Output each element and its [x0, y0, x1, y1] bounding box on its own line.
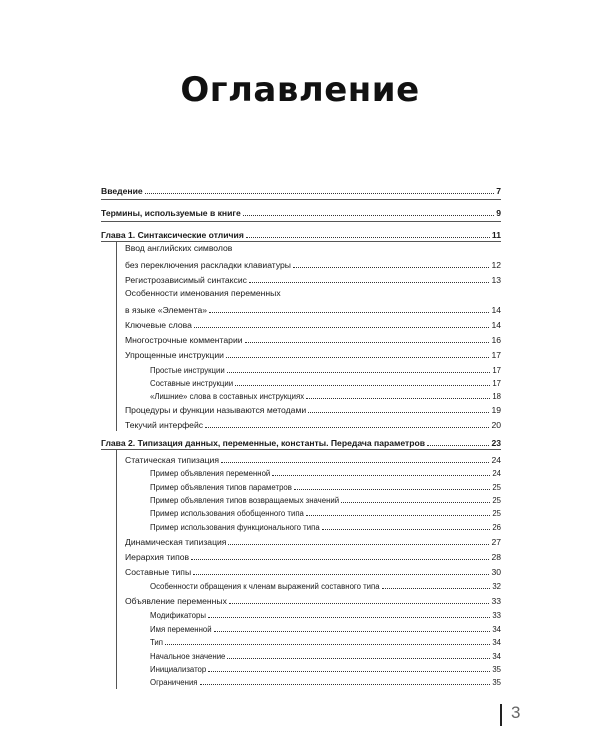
toc-entry-label: Регистрозависимый синтаксис	[125, 275, 247, 285]
dot-leader	[200, 684, 491, 685]
toc-entry-label: Термины, используемые в книге	[101, 208, 241, 218]
dot-leader	[322, 529, 491, 530]
toc-entry-label: Пример использования функционального типа	[150, 523, 320, 532]
page-title: Оглавление	[180, 70, 420, 110]
vertical-rule	[116, 449, 117, 689]
toc-subsection[interactable]	[150, 494, 501, 505]
page-number: 3	[511, 703, 521, 722]
toc-entry-label: Составные инструкции	[150, 379, 234, 388]
toc-entry-page: 20	[491, 420, 501, 430]
dot-leader	[209, 312, 489, 313]
toc-entry-page: 35	[492, 678, 501, 687]
toc-section[interactable]	[125, 273, 501, 285]
toc-entry-label: «Лишние» слова в составных инструкциях	[150, 392, 305, 401]
toc-section[interactable]	[125, 318, 501, 330]
dot-leader	[306, 398, 490, 399]
toc-subsection[interactable]	[150, 636, 501, 647]
toc-entry-first-line: Ввод английских символов	[125, 243, 233, 253]
toc-subsection[interactable]	[150, 364, 501, 375]
toc-entry-label: Объявление переменных	[125, 596, 227, 606]
toc-entry-page: 14	[491, 320, 501, 330]
toc-entry-label: Ограничения	[150, 678, 198, 687]
horizontal-rule	[101, 199, 501, 200]
toc-subsection[interactable]	[150, 467, 501, 478]
dot-leader	[221, 462, 489, 463]
toc-entry-page: 11	[491, 230, 501, 240]
toc-entry-page: 17	[492, 379, 501, 388]
toc-entry-label: Инициализатор	[150, 665, 207, 674]
toc-subsection[interactable]	[150, 609, 501, 620]
toc-entry-label: в языке «Элемента»	[125, 305, 208, 315]
toc-entry-label: Иерархия типов	[125, 552, 190, 562]
dot-leader	[246, 237, 490, 238]
dot-leader	[293, 267, 489, 268]
toc-entry-label: Пример объявления типов параметров	[150, 483, 292, 492]
toc-entry-page: 17	[491, 350, 501, 360]
toc-entry-page: 7	[496, 186, 501, 196]
page-number-divider	[500, 704, 502, 726]
toc-subsection[interactable]	[150, 623, 501, 634]
toc-entry-page: 34	[492, 652, 501, 661]
toc-entry-page: 28	[491, 552, 501, 562]
toc-entry-label: Пример объявления переменной	[150, 469, 271, 478]
dot-leader	[341, 502, 490, 503]
toc-entry-page: 25	[492, 483, 501, 492]
dot-leader	[165, 644, 490, 645]
toc-section[interactable]	[125, 403, 501, 415]
toc-entry-page: 17	[492, 366, 501, 375]
toc-entry-label: Глава 1. Синтаксические отличия	[101, 230, 244, 240]
dot-leader	[308, 412, 489, 413]
toc-entry-page: 12	[491, 260, 501, 270]
dot-leader	[235, 385, 490, 386]
toc-section[interactable]	[125, 535, 501, 547]
toc-section[interactable]	[125, 453, 501, 465]
toc-section[interactable]	[125, 550, 501, 562]
toc-entry-first-line: Особенности именования переменных	[125, 288, 281, 298]
dot-leader	[145, 193, 495, 194]
dot-leader	[191, 559, 489, 560]
toc-entry-page: 35	[492, 665, 501, 674]
horizontal-rule	[101, 221, 501, 222]
toc-entry-page: 25	[492, 496, 501, 505]
toc-entry-page: 33	[491, 596, 501, 606]
dot-leader	[227, 658, 490, 659]
horizontal-rule	[101, 241, 501, 242]
toc-subsection[interactable]	[150, 663, 501, 674]
dot-leader	[205, 427, 489, 428]
toc-subsection[interactable]	[150, 390, 501, 401]
dot-leader	[208, 671, 490, 672]
toc-subsection[interactable]	[150, 507, 501, 518]
dot-leader	[208, 617, 490, 618]
dot-leader	[249, 282, 490, 283]
dot-leader	[229, 603, 490, 604]
toc-chapter[interactable]	[101, 206, 501, 218]
dot-leader	[214, 631, 491, 632]
toc-chapter[interactable]	[101, 436, 501, 448]
toc-entry-label: без переключения раскладки клавиатуры	[125, 260, 291, 270]
dot-leader	[228, 544, 489, 545]
toc-entry-label: Многострочные комментарии	[125, 335, 243, 345]
dot-leader	[245, 342, 490, 343]
toc-entry-label: Особенности обращения к членам выражений составного типа	[150, 582, 380, 591]
dot-leader	[294, 489, 490, 490]
toc-section[interactable]	[125, 565, 501, 577]
toc-entry-label: Статическая типизация	[125, 455, 219, 465]
toc-section[interactable]	[125, 594, 501, 606]
toc-section[interactable]	[125, 418, 501, 430]
dot-leader	[226, 357, 490, 358]
toc-chapter[interactable]	[101, 184, 501, 196]
dot-leader	[193, 574, 489, 575]
toc-entry-page: 23	[491, 438, 501, 448]
toc-entry-label: Простые инструкции	[150, 366, 225, 375]
toc-entry-page: 25	[492, 509, 501, 518]
toc-section[interactable]	[125, 333, 501, 345]
toc-entry-page: 24	[491, 455, 501, 465]
toc-entry-page: 33	[492, 611, 501, 620]
toc-entry-label: Упрощенные инструкции	[125, 350, 224, 360]
toc-entry-label: Пример использования обобщенного типа	[150, 509, 304, 518]
toc-subsection[interactable]	[150, 650, 501, 661]
toc-entry-page: 34	[492, 638, 501, 647]
toc-entry-page: 24	[492, 469, 501, 478]
dot-leader	[382, 588, 491, 589]
toc-entry-page: 14	[491, 305, 501, 315]
dot-leader	[243, 215, 494, 216]
toc-entry-page: 19	[491, 405, 501, 415]
toc-entry-label: Модификаторы	[150, 611, 206, 620]
toc-entry-label: Тип	[150, 638, 163, 647]
toc-section[interactable]	[125, 303, 501, 315]
toc-entry-label: Ключевые слова	[125, 320, 192, 330]
dot-leader	[227, 372, 491, 373]
toc-entry-page: 13	[491, 275, 501, 285]
toc-entry-label: Имя переменной	[150, 625, 212, 634]
toc-entry-page: 9	[496, 208, 501, 218]
toc-entry-page: 16	[491, 335, 501, 345]
toc-subsection[interactable]	[150, 521, 501, 532]
toc-entry-page: 26	[492, 523, 501, 532]
toc-entry-label: Введение	[101, 186, 143, 196]
vertical-rule	[116, 241, 117, 431]
toc-entry-page: 34	[492, 625, 501, 634]
toc-entry-label: Процедуры и функции называются методами	[125, 405, 307, 415]
dot-leader	[194, 327, 490, 328]
toc-entry-label: Начальное значение	[150, 652, 226, 661]
toc-entry-label: Глава 2. Типизация данных, переменные, константы. Передача параметров	[101, 438, 426, 448]
toc-chapter[interactable]	[101, 228, 501, 240]
toc-subsection[interactable]	[150, 481, 501, 492]
dot-leader	[306, 515, 490, 516]
toc-section[interactable]	[125, 348, 501, 360]
toc-entry-label: Составные типы	[125, 567, 192, 577]
toc-entry-label: Текучий интерфейс	[125, 420, 204, 430]
toc-subsection[interactable]	[150, 377, 501, 388]
dot-leader	[427, 445, 489, 446]
toc-section[interactable]	[125, 258, 501, 270]
toc-entry-label: Пример объявления типов возвращаемых значений	[150, 496, 340, 505]
toc-entry-page: 30	[491, 567, 501, 577]
toc-subsection[interactable]	[150, 580, 501, 591]
horizontal-rule	[101, 449, 501, 450]
dot-leader	[272, 475, 490, 476]
toc-entry-page: 32	[492, 582, 501, 591]
toc-entry-page: 27	[491, 537, 501, 547]
toc-entry-label: Динамическая типизация	[125, 537, 227, 547]
toc-entry-page: 18	[492, 392, 501, 401]
toc-subsection[interactable]	[150, 676, 501, 687]
